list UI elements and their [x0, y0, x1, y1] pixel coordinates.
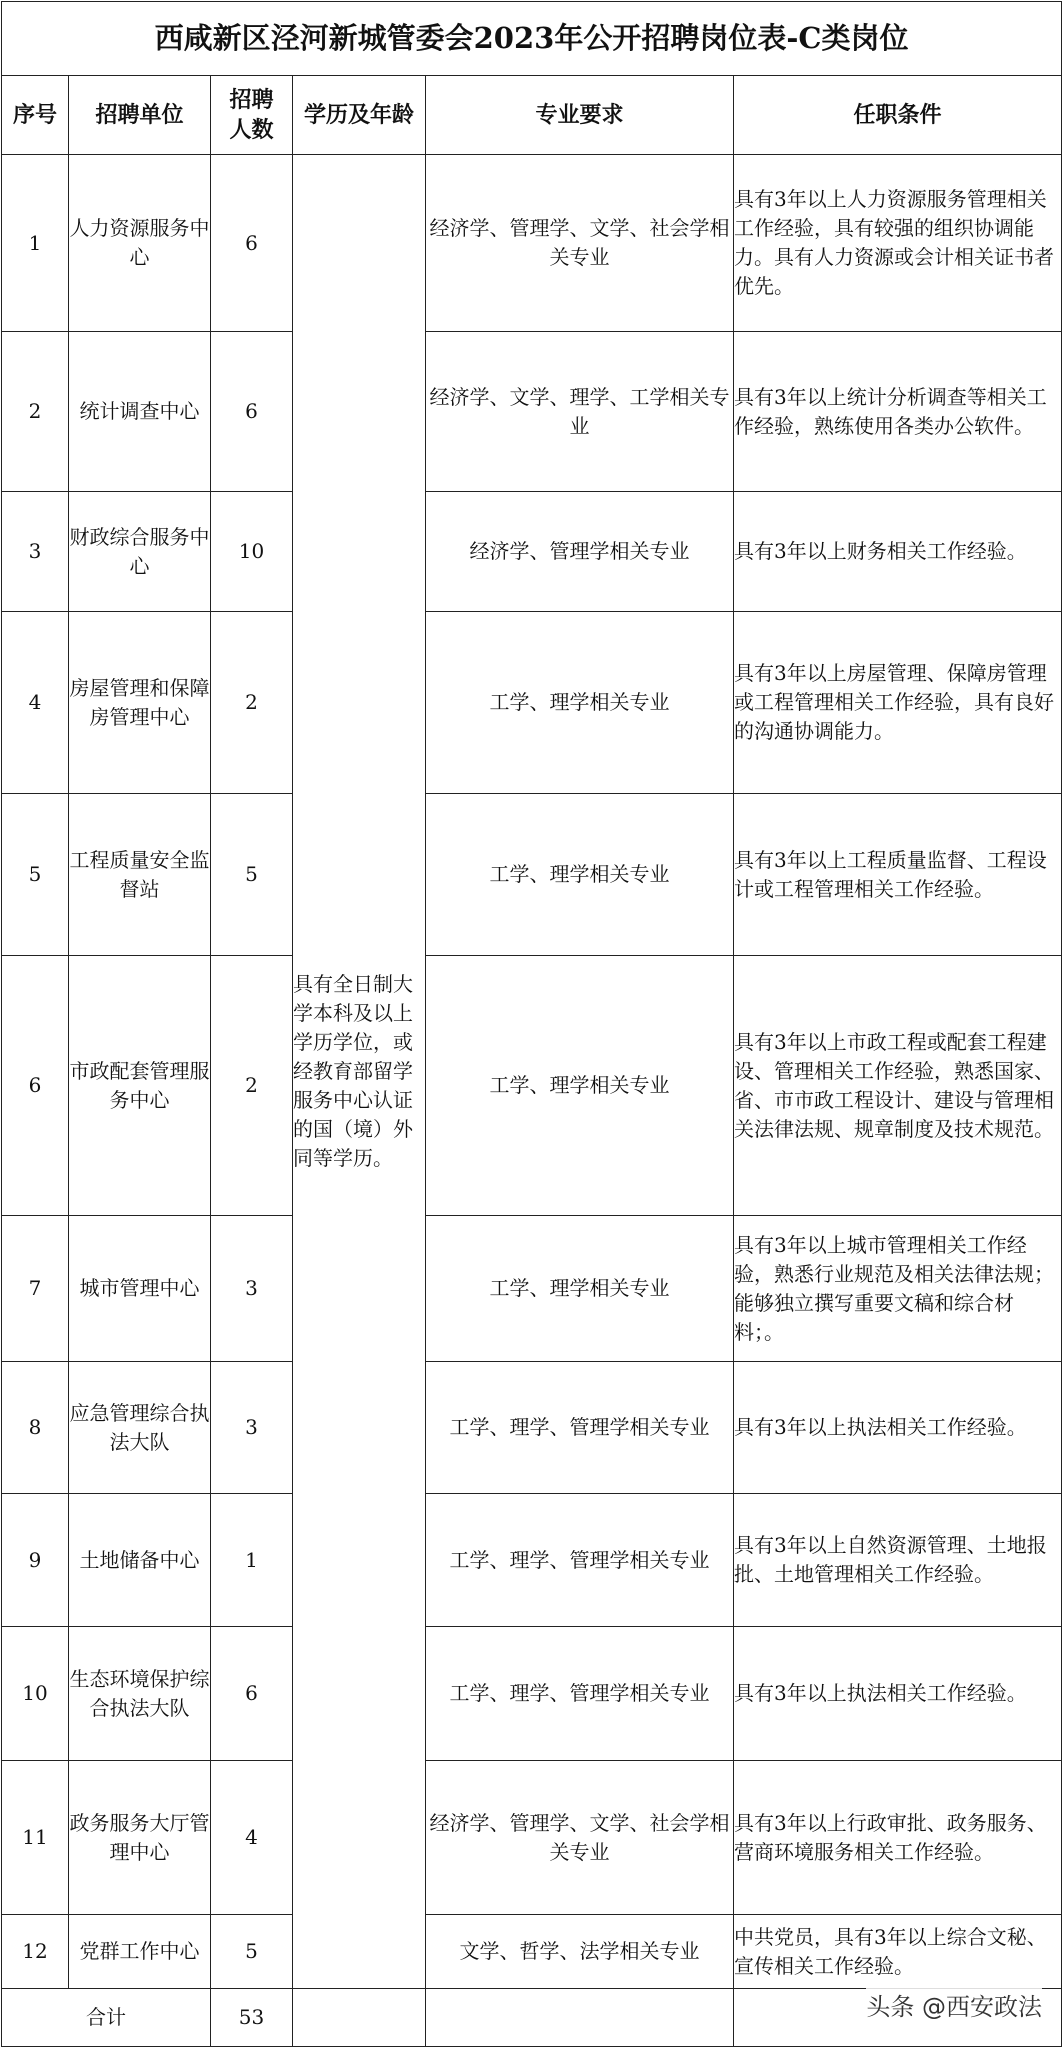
row-unit: 房屋管理和保障房管理中心 [69, 612, 211, 794]
table-row [2, 1494, 1062, 1627]
row-major: 工学、理学、管理学相关专业 [426, 1627, 734, 1761]
row-major: 工学、理学、管理学相关专业 [426, 1494, 734, 1627]
row-count: 6 [211, 332, 293, 492]
row-requirements: 具有3年以上城市管理相关工作经验，熟悉行业规范及相关法律法规；能够独立撰写重要文稿和综合材料；。 [734, 1216, 1062, 1362]
total-label: 合计 [2, 1989, 211, 2047]
row-no: 3 [2, 492, 69, 612]
row-no: 6 [2, 956, 69, 1216]
recruitment-table [1, 1, 1062, 2047]
table-title: 西咸新区泾河新城管委会2023年公开招聘岗位表-C类岗位 [2, 2, 1062, 76]
header-education: 学历及年龄 [293, 76, 426, 155]
table-row [2, 794, 1062, 956]
table-row [2, 612, 1062, 794]
row-requirements: 中共党员，具有3年以上综合文秘、宣传相关工作经验。 [734, 1915, 1062, 1989]
row-requirements: 具有3年以上行政审批、政务服务、营商环境服务相关工作经验。 [734, 1761, 1062, 1915]
row-unit: 工程质量安全监督站 [69, 794, 211, 956]
row-unit: 土地储备中心 [69, 1494, 211, 1627]
table-row [2, 1362, 1062, 1494]
row-count: 2 [211, 956, 293, 1216]
table-row [2, 1216, 1062, 1362]
table-row [2, 1761, 1062, 1915]
row-unit: 城市管理中心 [69, 1216, 211, 1362]
row-major: 工学、理学相关专业 [426, 1216, 734, 1362]
header-count-line1: 招聘 [229, 87, 274, 113]
table-row [2, 332, 1062, 492]
row-requirements: 具有3年以上财务相关工作经验。 [734, 492, 1062, 612]
row-major: 工学、理学相关专业 [426, 794, 734, 956]
row-count: 6 [211, 155, 293, 332]
row-no: 12 [2, 1915, 69, 1989]
row-requirements: 具有3年以上房屋管理、保障房管理或工程管理相关工作经验，具有良好的沟通协调能力。 [734, 612, 1062, 794]
row-unit: 统计调查中心 [69, 332, 211, 492]
header-unit: 招聘单位 [69, 76, 211, 155]
row-count: 3 [211, 1216, 293, 1362]
row-unit: 应急管理综合执法大队 [69, 1362, 211, 1494]
row-count: 4 [211, 1761, 293, 1915]
row-no: 7 [2, 1216, 69, 1362]
row-requirements: 具有3年以上执法相关工作经验。 [734, 1362, 1062, 1494]
row-no: 2 [2, 332, 69, 492]
row-requirements: 具有3年以上统计分析调查等相关工作经验，熟练使用各类办公软件。 [734, 332, 1062, 492]
row-major: 经济学、文学、理学、工学相关专业 [426, 332, 734, 492]
row-requirements: 具有3年以上市政工程或配套工程建设、管理相关工作经验，熟悉国家、省、市市政工程设计、建设与管理相关法律法规、规章制度及技术规范。 [734, 956, 1062, 1216]
row-no: 4 [2, 612, 69, 794]
header-count-line2: 人数 [229, 117, 274, 143]
row-requirements: 具有3年以上自然资源管理、土地报批、土地管理相关工作经验。 [734, 1494, 1062, 1627]
row-requirements: 具有3年以上工程质量监督、工程设计或工程管理相关工作经验。 [734, 794, 1062, 956]
row-count: 6 [211, 1627, 293, 1761]
row-major: 经济学、管理学、文学、社会学相关专业 [426, 1761, 734, 1915]
row-no: 5 [2, 794, 69, 956]
row-count: 5 [211, 1915, 293, 1989]
row-count: 3 [211, 1362, 293, 1494]
row-no: 8 [2, 1362, 69, 1494]
source-watermark: 头条 @西安政法 [866, 1987, 1042, 2022]
row-unit: 人力资源服务中心 [69, 155, 211, 332]
row-no: 9 [2, 1494, 69, 1627]
row-requirements: 具有3年以上执法相关工作经验。 [734, 1627, 1062, 1761]
row-count: 2 [211, 612, 293, 794]
row-unit: 政务服务大厅管理中心 [69, 1761, 211, 1915]
row-count: 10 [211, 492, 293, 612]
row-count: 1 [211, 1494, 293, 1627]
education-requirement: 具有全日制大学本科及以上学历学位，或经教育部留学服务中心认证的国（境）外同等学历。 [293, 155, 426, 1989]
table-row [2, 956, 1062, 1216]
row-major: 工学、理学相关专业 [426, 956, 734, 1216]
row-no: 1 [2, 155, 69, 332]
header-major: 专业要求 [426, 76, 734, 155]
table-row [2, 492, 1062, 612]
header-count [211, 76, 293, 155]
row-major: 经济学、管理学、文学、社会学相关专业 [426, 155, 734, 332]
table-row [2, 155, 1062, 332]
total-count: 53 [211, 1989, 293, 2047]
header-no: 序号 [2, 76, 69, 155]
row-major: 经济学、管理学相关专业 [426, 492, 734, 612]
row-unit: 党群工作中心 [69, 1915, 211, 1989]
row-unit: 财政综合服务中心 [69, 492, 211, 612]
table-row [2, 1915, 1062, 1989]
table-row [2, 1627, 1062, 1761]
row-count: 5 [211, 794, 293, 956]
row-requirements: 具有3年以上人力资源服务管理相关工作经验，具有较强的组织协调能力。具有人力资源或会计相关证书者优先。 [734, 155, 1062, 332]
row-major: 工学、理学相关专业 [426, 612, 734, 794]
row-major: 文学、哲学、法学相关专业 [426, 1915, 734, 1989]
row-unit: 市政配套管理服务中心 [69, 956, 211, 1216]
row-unit: 生态环境保护综合执法大队 [69, 1627, 211, 1761]
row-major: 工学、理学、管理学相关专业 [426, 1362, 734, 1494]
row-no: 10 [2, 1627, 69, 1761]
header-row [2, 76, 1062, 155]
row-no: 11 [2, 1761, 69, 1915]
header-requirements: 任职条件 [734, 76, 1062, 155]
